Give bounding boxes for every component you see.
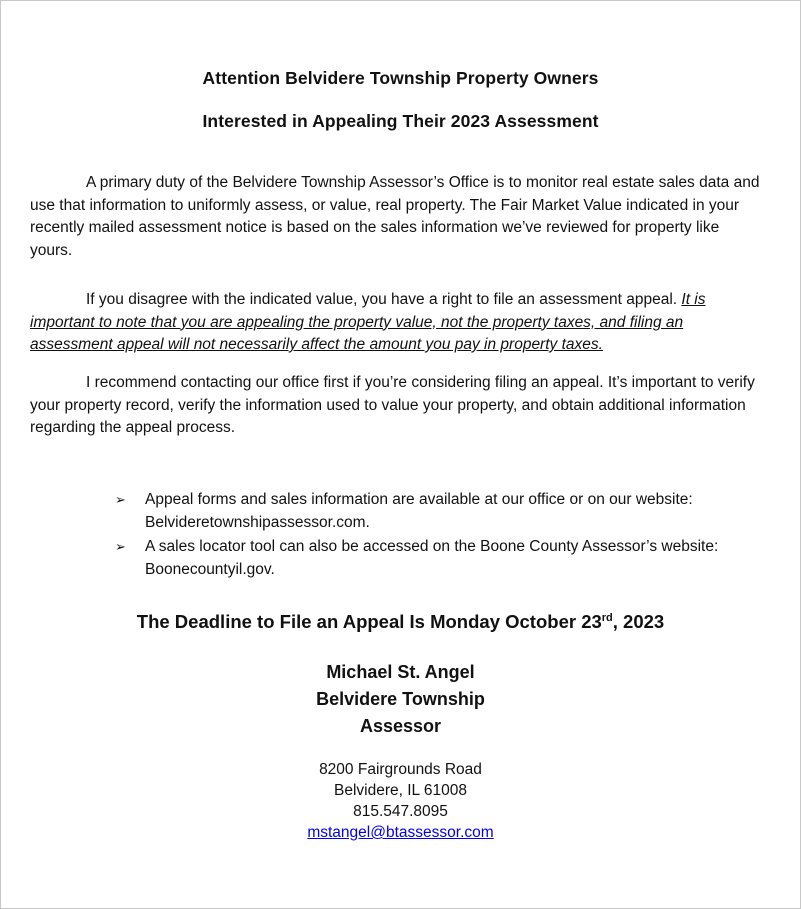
paragraph-right-to-appeal-text: If you disagree with the indicated value, you have a right to file an assessment appeal. [86,291,682,308]
deadline-year: , 2023 [612,611,665,632]
title-line-1: Attention Belvidere Township Property Owners [202,68,599,88]
address-street: 8200 Fairgrounds Road [319,761,482,778]
arrowhead-bullet-icon: ➢ [115,492,126,507]
deadline-ordinal-suffix: rd [601,612,613,624]
emphasis-note: It is important to note that you are appealing the property value, not the property taxes, and filing an assessment appeal will not necessarily affect the amount you pay in property taxes. [30,291,706,353]
deadline-notice [0,611,801,633]
arrowhead-bullet-icon: ➢ [115,539,126,554]
paragraph-recommendation: I recommend contacting our office first if you’re considering filing an appeal. It’s important to verify your property record, verify the information used to value your property, and obtain additional information regarding the appeal process. [30,374,755,436]
address-city: Belvidere, IL 61008 [334,782,467,799]
info-bullet-list [110,489,760,583]
email-link[interactable]: mstangel@btassessor.com [307,824,494,841]
signature-township: Belvidere Township [316,689,485,709]
title-line-2: Interested in Appealing Their 2023 Assessment [202,111,599,131]
email-line [0,822,801,844]
paragraph-primary-duty: A primary duty of the Belvidere Township Assessor’s Office is to monitor real estate sales data and use that information to uniformly assess, or value, real property. The Fair Market Value indicated in your recently mailed assessment notice is based on the sales information we’ve reviewed for property like yours. [30,174,760,259]
bullet-text: A sales locator tool can also be accessed on the Boone County Assessor’s website: Boonecountyil.gov. [145,538,719,578]
phone-number: 815.547.8095 [353,803,448,820]
deadline-text: The Deadline to File an Appeal Is Monday October 23 [136,611,602,632]
signature-role: Assessor [359,716,442,736]
bullet-text: Appeal forms and sales information are available at our office or on our website: Belvideretownshipassessor.com. [145,491,693,531]
list-item [110,489,760,534]
list-item [110,536,760,581]
paragraph-right-to-appeal [30,289,765,357]
signature-name: Michael St. Angel [326,662,475,682]
